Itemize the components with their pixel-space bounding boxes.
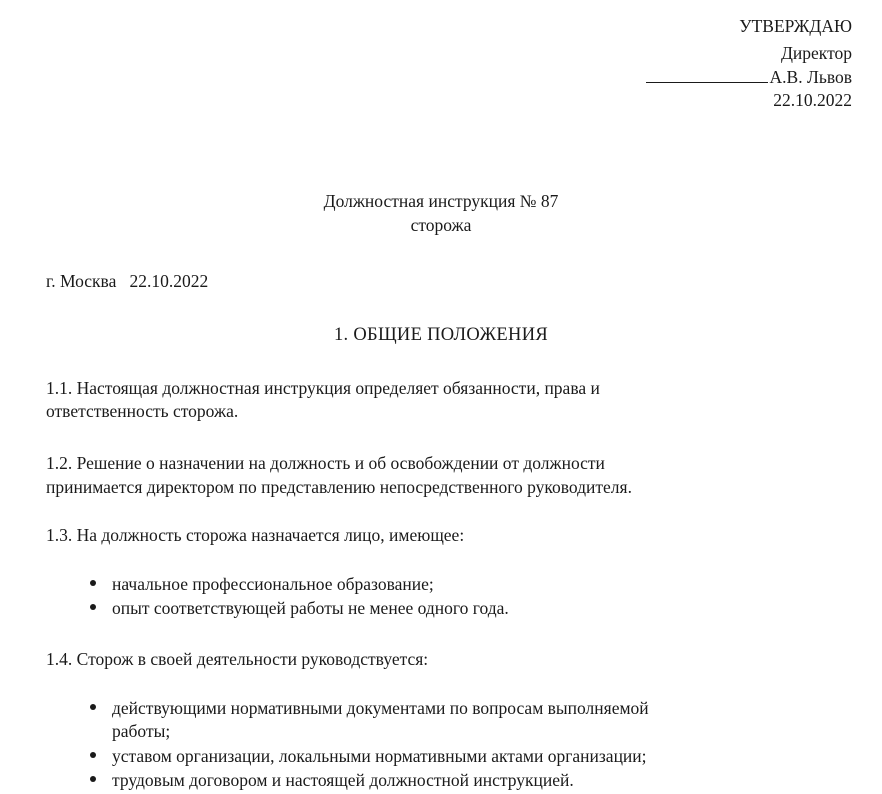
bullet-icon — [90, 752, 96, 758]
document-title: Должностная инструкция № 87 — [323, 191, 559, 211]
list-item: начальное профессиональное образование; — [112, 574, 434, 594]
approval-signature-row — [646, 66, 852, 88]
list-item: трудовым договором и настоящей должностной инструкцией. — [112, 770, 574, 790]
list-item-continuation: работы; — [112, 721, 171, 741]
paragraph-1-2-line-2: принимается директором по представлению непосредственного руководителя. — [46, 477, 632, 497]
bullet-icon — [90, 704, 96, 710]
bullet-icon — [90, 604, 96, 610]
approval-date: 22.10.2022 — [773, 90, 852, 110]
approval-signer: А.В. Львов — [769, 67, 852, 87]
list-item: действующими нормативными документами по вопросам выполняемой — [112, 698, 649, 718]
bullet-icon — [90, 580, 96, 586]
section-heading: 1. ОБЩИЕ ПОЛОЖЕНИЯ — [333, 325, 548, 345]
signature-line — [646, 67, 768, 83]
list-item: уставом организации, локальными нормативными актами организации; — [112, 746, 647, 766]
paragraph-1-2-line-1: 1.2. Решение о назначении на должность и об освобождении от должности — [46, 453, 605, 473]
list-item: опыт соответствующей работы не менее одного года. — [112, 598, 509, 618]
approval-title: УТВЕРЖДАЮ — [739, 16, 852, 36]
paragraph-1-4: 1.4. Сторож в своей деятельности руководствуется: — [46, 649, 429, 669]
paragraph-1-3: 1.3. На должность сторожа назначается лицо, имеющее: — [46, 525, 465, 545]
bullet-icon — [90, 776, 96, 782]
paragraph-1-1-line-1: 1.1. Настоящая должностная инструкция определяет обязанности, права и — [46, 378, 600, 398]
place-date: г. Москва 22.10.2022 — [46, 271, 209, 291]
document-subtitle: сторожа — [410, 215, 472, 235]
paragraph-1-1-line-2: ответственность сторожа. — [46, 401, 239, 421]
approval-position: Директор — [780, 43, 852, 63]
